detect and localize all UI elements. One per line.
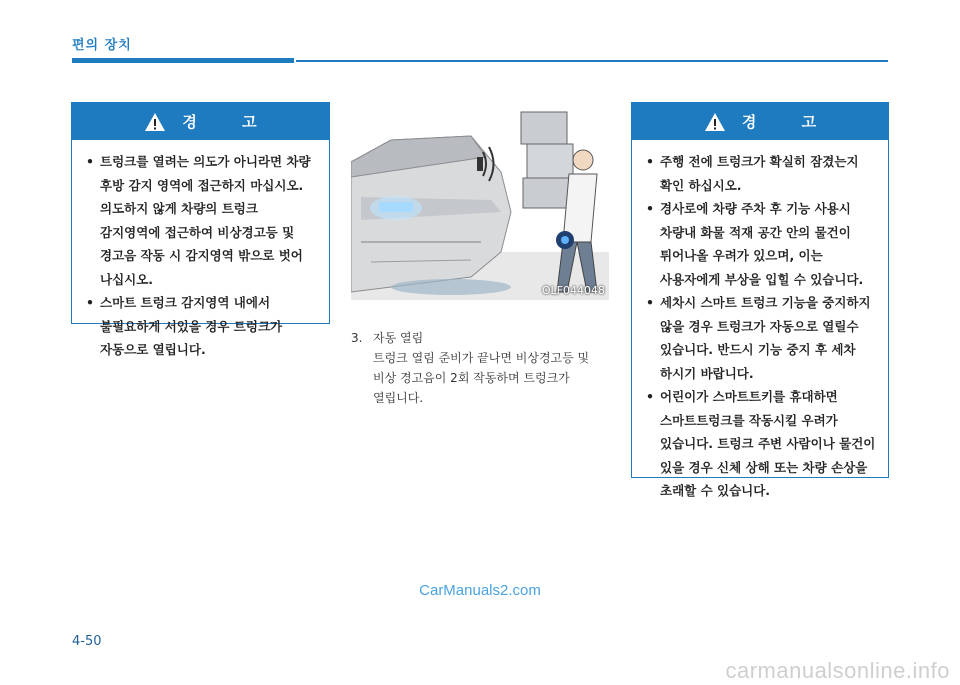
step-heading: [351, 328, 613, 348]
car-person-drawing: [351, 102, 609, 300]
header-rule-thin: [296, 60, 888, 62]
watermark-link[interactable]: CarManuals2.com: [419, 582, 541, 599]
header-rule-thick: [72, 58, 294, 63]
warning-box-right: [631, 102, 889, 498]
warning-item: • 스마트 트렁크 감지영역 내에서 불필요하게 서있을 경우 트렁크가 자동으로 열립니다.: [84, 291, 317, 362]
warning-item: • 세차시 스마트 트렁크 기능을 중지하지 않을 경우 트렁크가 자동으로 열릴수 있습니다. 반드시 기능 중지 후 세차 하시기 바랍니다.: [644, 291, 876, 385]
figure-code: OLF044048: [541, 284, 605, 297]
footer-watermark: carmanualsonline.info: [725, 658, 950, 683]
warning-title: 경 고: [741, 113, 837, 131]
warning-list: [72, 140, 329, 370]
warning-header: [72, 103, 329, 140]
warning-header: [632, 103, 888, 140]
page-number: 4-50: [72, 634, 102, 649]
warning-list: [632, 140, 888, 511]
warning-title: 경 고: [182, 113, 277, 131]
step-number: 3.: [351, 331, 363, 345]
step-description: 트렁크 열림 준비가 끝나면 비상경고등 및 비상 경고음이 2회 작동하며 트렁크가 열립니다.: [373, 351, 590, 405]
warning-box-left: [71, 102, 330, 357]
warning-triangle-icon: [144, 112, 166, 132]
warning-triangle-icon: [704, 112, 726, 132]
warning-item: • 어린이가 스마트트키를 휴대하면 스마트트렁크를 작동시킬 우려가 있습니다. 트렁크 주변 사람이나 물건이 있을 경우 신체 상해 또는 차량 손상을 초래할 수 있습니다.: [644, 385, 876, 503]
step-block: [351, 328, 613, 408]
trunk-illustration: [351, 102, 609, 300]
warning-item: • 경사로에 차량 주차 후 기능 사용시 차량내 화물 적재 공간 안의 물건이 튀어나올 우려가 있으며, 이는 사용자에게 부상을 입힐 수 있습니다.: [644, 197, 876, 291]
step-title: 자동 열림: [373, 331, 424, 345]
section-title: 편의 장치: [72, 38, 132, 53]
warning-item: • 주행 전에 트렁크가 확실히 잠겼는지 확인 하십시오.: [644, 150, 876, 197]
warning-item: • 트렁크를 열려는 의도가 아니라면 차량 후방 감지 영역에 접근하지 마십시오. 의도하지 않게 차량의 트렁크 감지영역에 접근하여 비상경고등 및 경고음 작동 시 감지영역 밖으로 벗어 나십시오.: [84, 150, 317, 291]
